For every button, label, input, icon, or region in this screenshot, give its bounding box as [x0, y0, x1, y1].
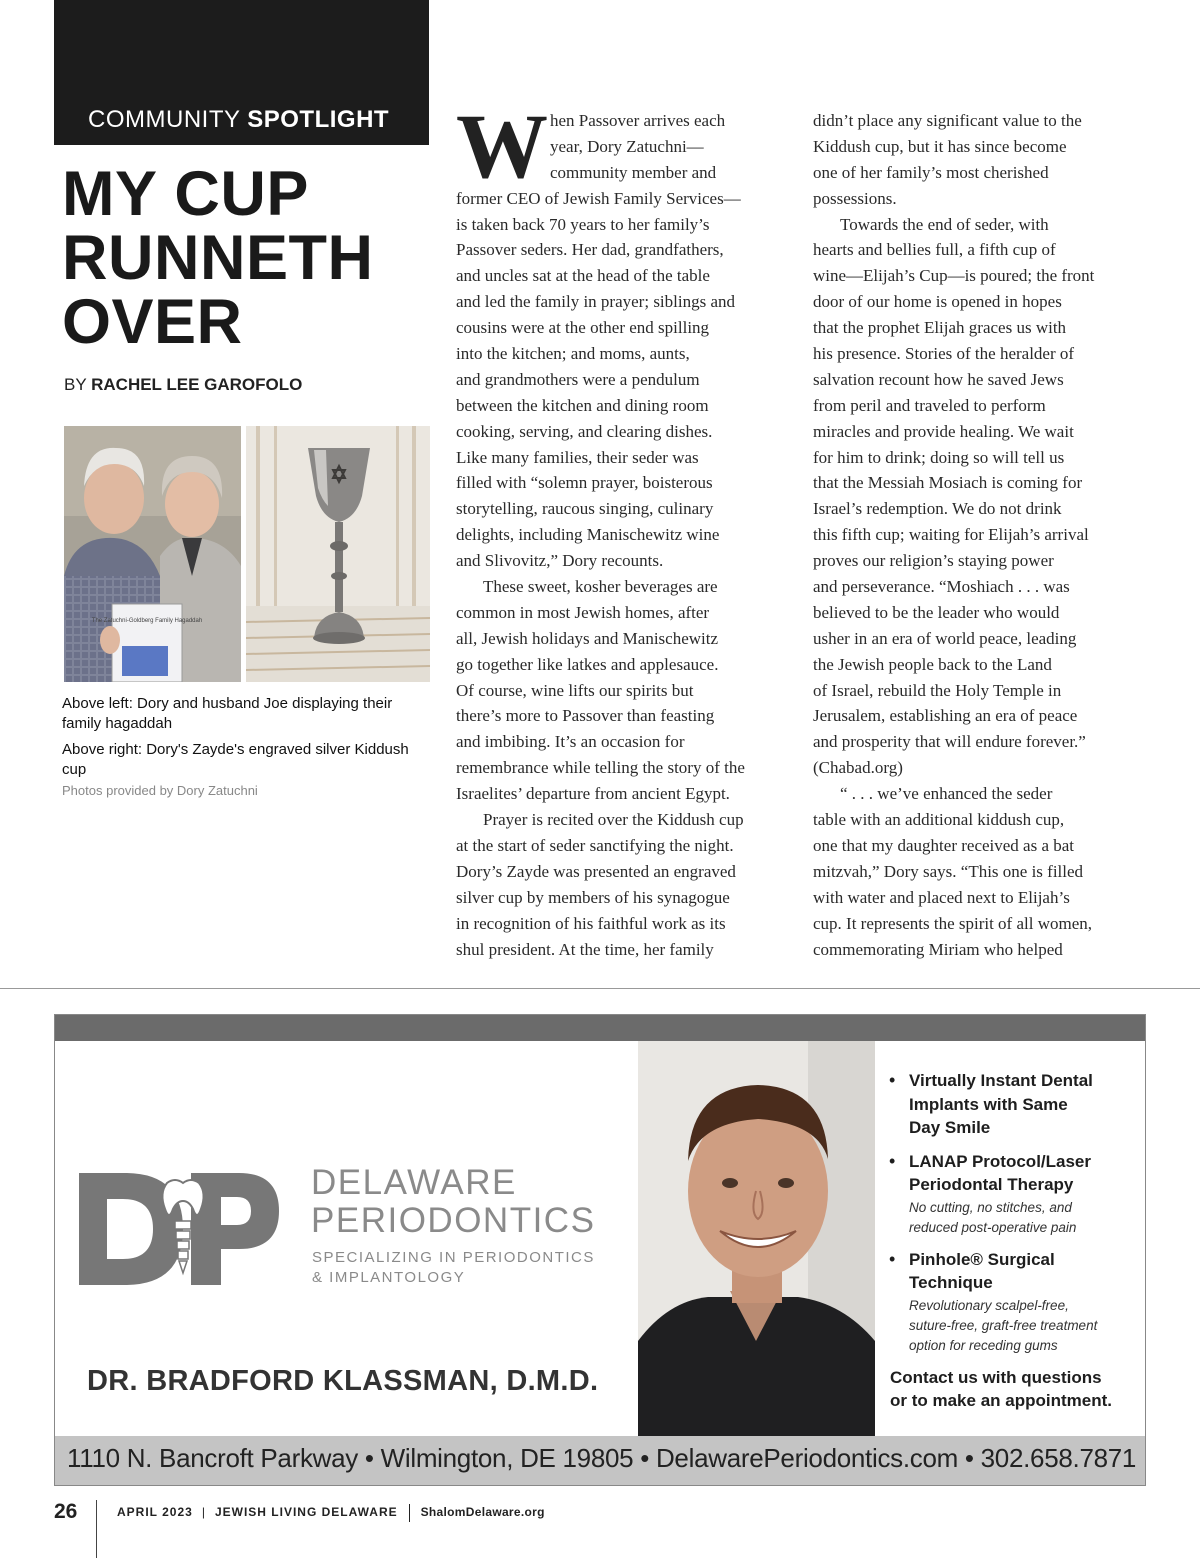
headline-line: RUNNETH: [62, 223, 374, 293]
article-text-line: hearts and bellies full, a fifth cup of: [813, 240, 1056, 260]
article-text-line: commemorating Miriam who helped: [813, 939, 1063, 959]
service-title: Pinhole® Surgical: [909, 1249, 1055, 1269]
headline-line: MY CUP: [62, 159, 309, 229]
article-text-line: Israel’s redemption. We do not drink: [813, 499, 1062, 519]
brand-name-line1: DELAWARE: [311, 1163, 517, 1202]
article-text-line: in recognition of his faithful work as its: [456, 913, 726, 933]
byline: [64, 375, 302, 395]
article-text-line: mitzvah,” Dory says. “This one is filled: [813, 861, 1084, 881]
article-text-line: that the Messiah Mosiach is coming for: [813, 473, 1083, 493]
ad-services-list: [889, 1069, 1139, 1366]
article-text-line: delights, including Manischewitz wine: [456, 525, 720, 545]
article-text-line: with water and placed next to Elijah’s: [813, 887, 1070, 907]
footer-separator-bar: [409, 1504, 410, 1522]
service-detail: No cutting, no stitches, and: [909, 1199, 1072, 1215]
service-title: Day Smile: [909, 1118, 991, 1137]
article-text-line: of Israel, rebuild the Holy Temple in: [813, 680, 1062, 700]
article-text-line: former CEO of Jewish Family Services—: [456, 188, 741, 208]
article-text-line: shul president. At the time, her family: [456, 939, 714, 959]
article-column-1: [456, 95, 796, 962]
publication-name: JEWISH LIVING DELAWARE: [214, 1505, 398, 1520]
drop-cap: W: [456, 95, 548, 197]
service-title: Periodontal Therapy: [909, 1175, 1074, 1194]
dp-logo-icon: [79, 1169, 289, 1289]
article-text-line: Israelites’ departure from ancient Egypt.: [456, 784, 730, 804]
section-divider: [0, 988, 1200, 989]
ad-call-to-action: [890, 1366, 1112, 1412]
ad-top-band: [55, 1015, 1145, 1041]
service-detail: suture-free, graft-free treatment: [909, 1317, 1098, 1333]
article-text-line: all, Jewish holidays and Manischewitz: [456, 628, 719, 648]
section-kicker: [88, 106, 389, 134]
article-text-line: common in most Jewish homes, after: [456, 602, 710, 622]
bullet-icon: •: [889, 1248, 896, 1269]
article-text-line: between the kitchen and dining room: [456, 395, 709, 415]
kicker-bold: SPOTLIGHT: [247, 106, 390, 133]
kicker-light: COMMUNITY: [88, 106, 241, 133]
article-text-line: Jerusalem, establishing an era of peace: [813, 706, 1078, 726]
article-text-line: and led the family in prayer; siblings and: [456, 292, 736, 312]
article-text-line: one that my daughter received as a bat: [813, 835, 1075, 855]
article-text-line: believed to be the leader who would: [813, 602, 1060, 622]
ad-contact-line: 1110 N. Bancroft Parkway • Wilmington, DE 19805 • DelawarePeriodontics.com • 302.658.7871: [67, 1443, 1137, 1473]
article-text-line: Towards the end of seder, with: [840, 214, 1049, 234]
service-title: Technique: [909, 1273, 993, 1292]
article-text-line: and uncles sat at the head of the table: [456, 266, 710, 286]
footer-info: [117, 1504, 545, 1522]
headline-line: OVER: [62, 287, 243, 357]
cta-line: Contact us with questions: [890, 1368, 1102, 1387]
doctor-portrait-illustration: [638, 1041, 875, 1436]
article-text-line: from peril and traveled to perform: [813, 395, 1046, 415]
article-column-2: [813, 108, 1153, 962]
service-item: [889, 1069, 1139, 1140]
article-text-line: didn’t place any significant value to the: [813, 111, 1082, 130]
service-item: [889, 1248, 1139, 1356]
article-headline: [62, 159, 442, 357]
article-text-line: cousins were at the other end spilling: [456, 318, 710, 338]
service-title: Virtually Instant Dental: [909, 1071, 1093, 1090]
photo-credit: Photos provided by Dory Zatuchni: [62, 783, 258, 798]
photo-kiddush-cup: [246, 426, 430, 682]
bullet-icon: •: [889, 1150, 896, 1171]
caption-right: Above right: Dory's Zayde's engraved silver Kiddush cup: [62, 741, 409, 778]
article-text-line: the Jewish people back to the Land: [813, 654, 1052, 674]
article-text-line: proves our religion’s staying power: [813, 551, 1054, 571]
article-text-line: and Slivovitz,” Dory recounts.: [456, 551, 664, 571]
article-text-line: year, Dory Zatuchni—: [550, 136, 704, 156]
article-text-line: his presence. Stories of the heralder of: [813, 344, 1075, 364]
article-text-line: go together like latkes and applesauce.: [456, 654, 719, 674]
couple-photo-illustration: [64, 426, 241, 682]
article-text-line: filled with “solemn prayer, boisterous: [456, 473, 713, 493]
article-text-line: door of our home is opened in hopes: [813, 292, 1062, 312]
article-text-line: silver cup by members of his synagogue: [456, 887, 730, 907]
brand-tagline-2: & IMPLANTOLOGY: [312, 1269, 466, 1286]
page-number: 26: [54, 1500, 78, 1523]
article-text-line: wine—Elijah’s Cup—is poured; the front: [813, 266, 1095, 286]
article-text-line: Passover seders. Her dad, grandfathers,: [456, 240, 724, 260]
article-text-line: usher in an era of world peace, leading: [813, 628, 1077, 648]
article-text-line: possessions.: [813, 188, 897, 208]
article-text-line: Kiddush cup, but it has since become: [813, 136, 1067, 156]
footer-divider: [96, 1500, 97, 1558]
article-text-line: community member and: [550, 162, 717, 182]
byline-author: RACHEL LEE GAROFOLO: [91, 375, 303, 394]
service-detail: option for receding gums: [909, 1337, 1058, 1353]
doctor-name: DR. BRADFORD KLASSMAN, D.M.D.: [87, 1365, 599, 1397]
article-text-line: storytelling, raucous singing, culinary: [456, 499, 714, 519]
service-detail: reduced post-operative pain: [909, 1219, 1077, 1235]
article-text-line: salvation recount how he saved Jews: [813, 369, 1064, 389]
booklet-label: The Zatuchni-Goldberg Family Hagaddah: [91, 618, 203, 624]
issue-date: APRIL 2023: [117, 1505, 193, 1520]
service-item: [889, 1150, 1139, 1238]
footer-website[interactable]: ShalomDelaware.org: [420, 1505, 545, 1520]
article-text-line: Like many families, their seder was: [456, 447, 699, 467]
footer-separator: |: [201, 1505, 206, 1520]
article-text-line: into the kitchen; and moms, aunts,: [456, 344, 690, 364]
byline-prefix: BY: [64, 375, 87, 394]
article-text-line: this fifth cup; waiting for Elijah’s arrival: [813, 525, 1089, 545]
article-text-line: and grandmothers were a pendulum: [456, 369, 700, 389]
brand-name-line2: PERIODONTICS: [311, 1201, 596, 1240]
periodontics-ad: [54, 1014, 1146, 1486]
article-text-line: one of her family’s most cherished: [813, 162, 1049, 182]
cta-line: or to make an appointment.: [890, 1391, 1112, 1410]
article-text-line: cooking, serving, and clearing dishes.: [456, 421, 713, 441]
article-text-line: cup. It represents the spirit of all women,: [813, 913, 1093, 933]
article-text-line: at the start of seder sanctifying the night.: [456, 835, 734, 855]
photo-dory-and-joe: [64, 426, 241, 682]
article-text-line: and prosperity that will endure forever.”: [813, 732, 1086, 752]
article-text-line: “ . . . we’ve enhanced the seder: [840, 784, 1053, 804]
article-text-line: Prayer is recited over the Kiddush cup: [483, 810, 744, 830]
article-text-line: is taken back 70 years to her family’s: [456, 214, 710, 234]
article-text-line: hen Passover arrives each: [550, 111, 726, 130]
service-detail: Revolutionary scalpel-free,: [909, 1297, 1069, 1313]
doctor-portrait: [638, 1041, 875, 1436]
article-text-line: there’s more to Passover than feasting: [456, 706, 715, 726]
service-title: Implants with Same: [909, 1094, 1068, 1114]
article-text-line: table with an additional kiddush cup,: [813, 810, 1065, 830]
article-text-line: miracles and provide healing. We wait: [813, 421, 1074, 441]
article-text-line: and imbibing. It’s an occasion for: [456, 732, 685, 752]
article-text-line: (Chabad.org): [813, 758, 903, 778]
logo-letters: DP: [79, 1169, 81, 1170]
article-text-line: and perseverance. “Moshiach . . . was: [813, 577, 1070, 597]
service-title: LANAP Protocol/Laser: [909, 1151, 1092, 1171]
article-text-line: that the prophet Elijah graces us with: [813, 318, 1067, 338]
bullet-icon: •: [889, 1070, 896, 1090]
kiddush-cup-illustration: [246, 426, 430, 682]
brand-tagline-1: SPECIALIZING IN PERIODONTICS: [312, 1249, 595, 1266]
article-text-line: These sweet, kosher beverages are: [483, 577, 718, 597]
article-text-line: Dory’s Zayde was presented an engraved: [456, 861, 736, 881]
article-text-line: for him to drink; doing so will tell us: [813, 447, 1065, 467]
caption-left: Above left: Dory and husband Joe displaying their family hagaddah: [62, 695, 393, 732]
article-text-line: remembrance while telling the story of the: [456, 758, 745, 778]
article-text-line: Of course, wine lifts our spirits but: [456, 680, 694, 700]
